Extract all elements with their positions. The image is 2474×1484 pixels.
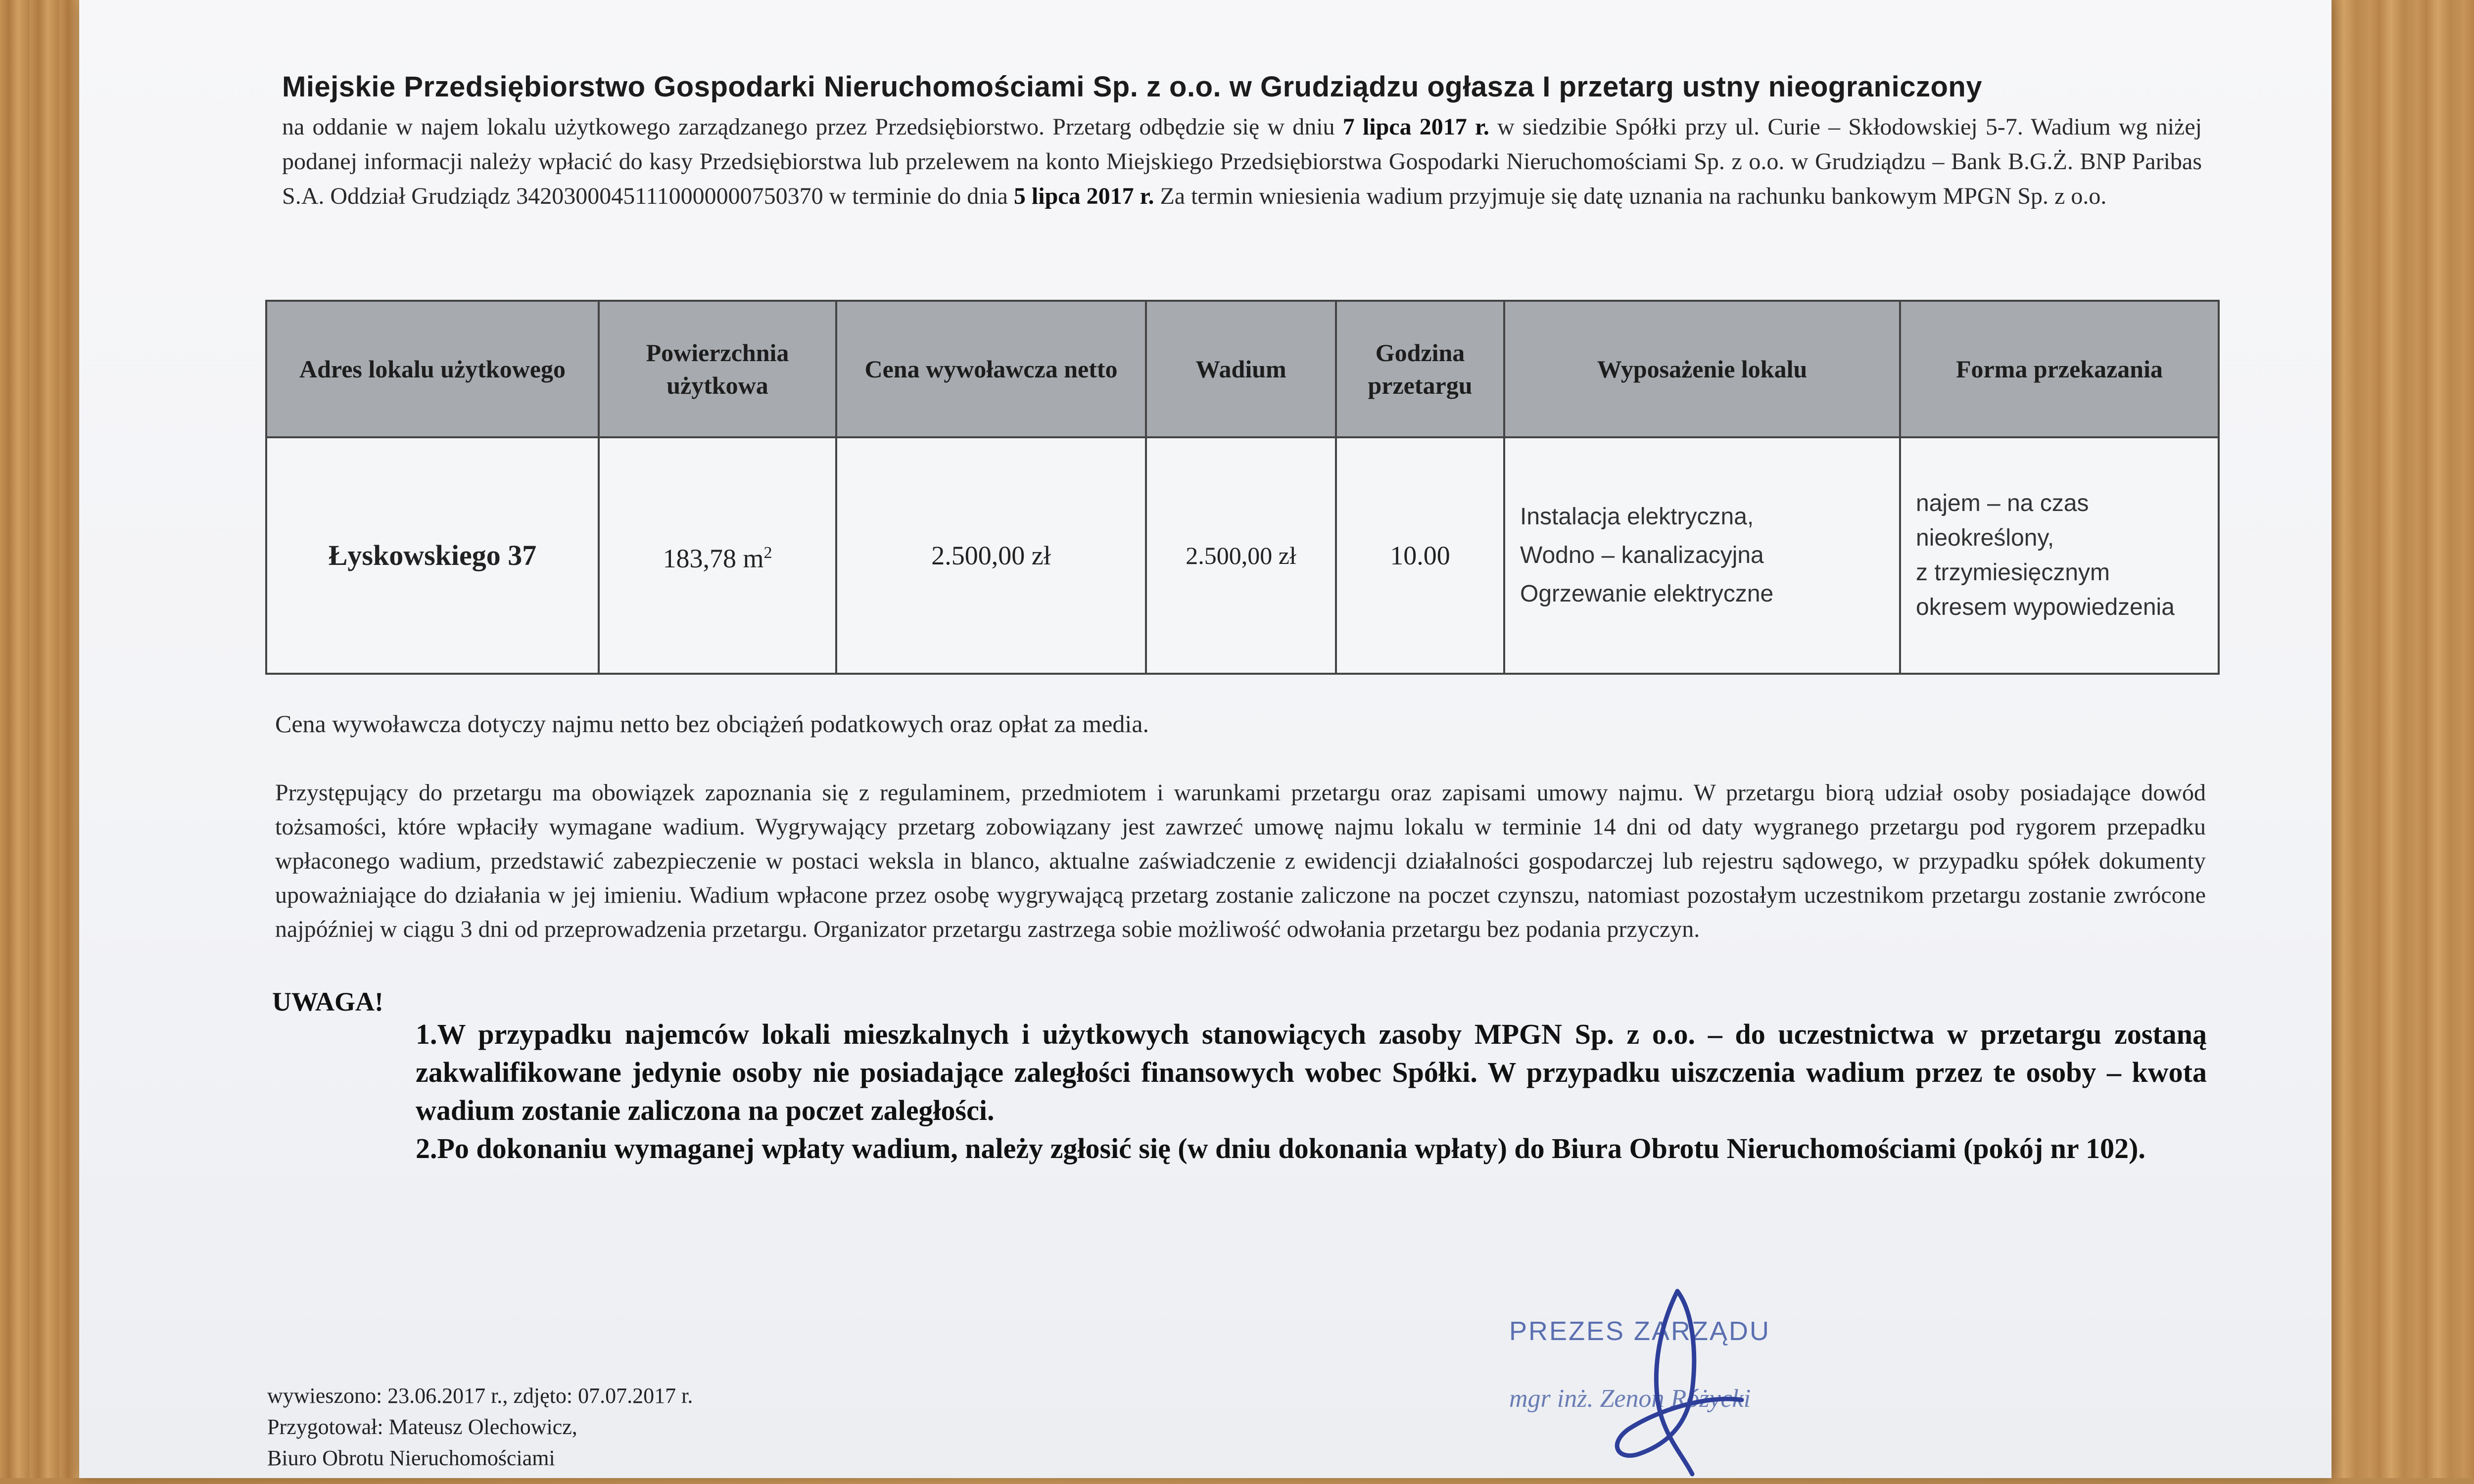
header-hour: Godzina przetargu xyxy=(1336,301,1504,437)
handwritten-signature xyxy=(1578,1276,1806,1484)
cell-price: 2.500,00 zł xyxy=(836,437,1146,674)
header-area: Powierzchnia użytkowa xyxy=(599,301,836,437)
premises-table xyxy=(265,300,2220,675)
warning-item: 2.Po dokonaniu wymaganej wpłaty wadium, należy zgłosić się (w dniu dokonania wpłaty) do Biura Obrotu Nieruchomościami (pokój nr 102). xyxy=(416,1132,2145,1164)
footer-prepared: Przygotował: Mateusz Olechowicz, xyxy=(267,1415,577,1439)
auction-rules: Przystępujący do przetargu ma obowiązek zapoznania się z regulaminem, przedmiotem i warunkami przetargu oraz zapisami umowy najmu. W przetargu biorą udział osoby posiadające dowód tożsamości, które wpłaciły wymagane wadium. Wygrywający przetarg zobowiązany jest zawrzeć umowę najmu lokalu w terminie 14 dni od daty wygranego przetargu pod rygorem przepadku wpłaconego wadium, przedstawić zabezpieczenie w postaci weksla in blanco, aktualne zaświadczenie z ewidencji działalności gospodarczej lub rejestru sądowego, w przypadku spółek dokumenty upoważniające do działania w jej imieniu. Wadium wpłacone przez osobę wygrywającą przetarg zostanie zaliczone na poczet czynszu, natomiast pozostałym uczestnikom przetargu zostanie zwrócone najpóźniej w ciągu 3 dni od przeprowadzenia przetargu. Organizator przetargu zastrzega sobie możliwość odwołania przetargu bez podania przyczyn. xyxy=(275,780,2206,942)
intro-text-1: na oddanie w najem lokalu użytkowego zarządzanego przez Przedsiębiorstwo. Przetarg odbędzie się w dniu xyxy=(282,114,1343,140)
cell-form xyxy=(1900,437,2219,674)
footer-info xyxy=(267,1380,693,1474)
warning-item: 1.W przypadku najemców lokali mieszkalnych i użytkowych stanowiących zasoby MPGN Sp. z o.o. – do uczestnictwa w przetargu zostaną zakwalifikowane jedynie osoby nie posiadające zaległości finansowych wobec Spółki. W przypadku uiszczenia wadium przez te osoby – kwota wadium zostanie zaliczona na poczet zaległości. xyxy=(416,1018,2207,1126)
cell-deposit: 2.500,00 zł xyxy=(1146,437,1336,674)
header-address: Adres lokalu użytkowego xyxy=(266,301,599,437)
form-line: nieokreślony, xyxy=(1916,525,2054,551)
header-equipment: Wyposażenie lokalu xyxy=(1504,301,1900,437)
intro-text-3: Za termin wniesienia wadium przyjmuje się datę uznania na rachunku bankowym MPGN Sp. z o.o. xyxy=(1154,183,2107,209)
header-price: Cena wywoławcza netto xyxy=(836,301,1146,437)
wooden-table-right xyxy=(2322,0,2474,1478)
header-deposit: Wadium xyxy=(1146,301,1336,437)
announcement-heading: Miejskie Przedsiębiorstwo Gospodarki Nieruchomościami Sp. z o.o. w Grudziądzu ogłasza I przetarg ustny nieograniczony xyxy=(282,71,1983,103)
auction-date: 7 lipca 2017 r. xyxy=(1342,114,1489,140)
equipment-line: Wodno – kanalizacyjna xyxy=(1520,542,1764,568)
equipment-line: Instalacja elektryczna, xyxy=(1520,504,1754,530)
footer-posted: wywieszono: 23.06.2017 r., zdjęto: 07.07.2017 r. xyxy=(267,1384,693,1408)
announcement-sheet xyxy=(79,0,2331,1478)
price-note: Cena wywoławcza dotyczy najmu netto bez obciążeń podatkowych oraz opłat za media. xyxy=(275,710,1149,738)
cell-equipment xyxy=(1504,437,1900,674)
form-line: okresem wypowiedzenia xyxy=(1916,594,2175,620)
footer-office: Biuro Obrotu Nieruchomościami xyxy=(267,1446,555,1470)
stamp-name: mgr inż. Zenon Różycki xyxy=(1509,1385,1751,1413)
cell-address: Łyskowskiego 37 xyxy=(266,437,599,674)
intro-text-2: w siedzibie Spółki przy ul. Curie – Skłodowskiej 5-7. Wadium wg niżej podanej informacji należy wpłacić do kasy Przedsiębiorstwa lub przelewem na konto Miejskiego Przedsiębiorstwa Gospodarki Nieruchomościami Sp. z o.o. w Grudziądzu – Bank B.G.Ż. BNP Paribas S.A. Oddział Grudziądz 34203000451110000000750370 w terminie do dnia xyxy=(282,114,2202,209)
wooden-table-left xyxy=(0,0,84,1478)
warning-list xyxy=(416,1015,2207,1167)
header-form: Forma przekazania xyxy=(1900,301,2219,437)
area-unit-superscript: 2 xyxy=(763,543,772,562)
form-line: z trzymiesięcznym xyxy=(1916,559,2110,586)
table-header-row xyxy=(266,301,2219,437)
cell-hour: 10.00 xyxy=(1336,437,1504,674)
announcement-intro xyxy=(282,110,2202,214)
equipment-line: Ogrzewanie elektryczne xyxy=(1520,581,1774,607)
stamp-title: PREZES ZARZĄDU xyxy=(1509,1316,1771,1346)
table-row xyxy=(266,437,2219,674)
warning-title: UWAGA! xyxy=(272,987,383,1017)
area-value: 183,78 m xyxy=(663,543,764,573)
deposit-deadline: 5 lipca 2017 r. xyxy=(1013,183,1154,209)
cell-area xyxy=(599,437,836,674)
form-line: najem – na czas xyxy=(1916,490,2089,516)
